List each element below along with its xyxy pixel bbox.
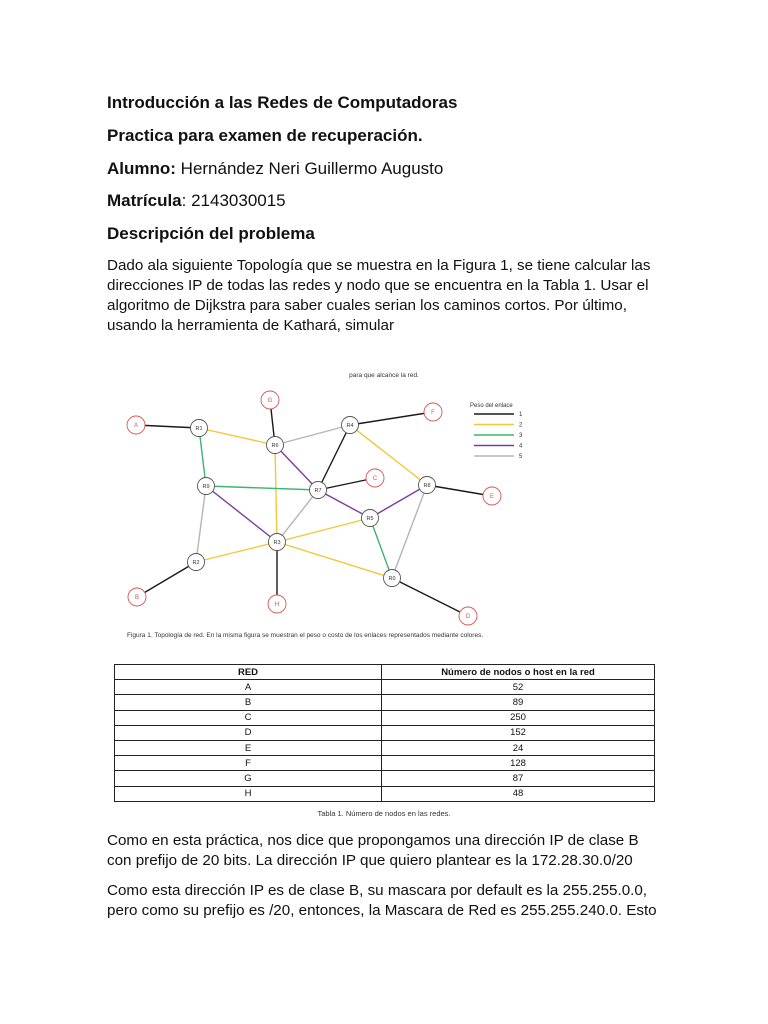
svg-text:C: C [372, 476, 378, 482]
link-r6-r3 [275, 445, 277, 542]
svg-text:R0: R0 [388, 576, 396, 582]
enrollment-label: Matrícula [107, 191, 182, 210]
router-node-r3 [269, 534, 286, 551]
svg-text:G: G [267, 398, 273, 404]
svg-text:4: 4 [519, 443, 523, 450]
svg-text:R8: R8 [423, 483, 431, 489]
svg-text:B: B [134, 595, 140, 601]
cell-red: D [115, 725, 382, 740]
cell-red: F [115, 756, 382, 771]
link-r8-r0 [392, 485, 427, 578]
header-red: RED [115, 665, 382, 680]
svg-text:R9: R9 [202, 484, 210, 490]
table-row [115, 710, 655, 725]
network-topology-figure [118, 382, 538, 632]
cell-red: C [115, 710, 382, 725]
network-node-f [424, 403, 442, 421]
student-line [107, 159, 443, 179]
svg-text:E: E [489, 494, 495, 500]
document-title: Introducción a las Redes de Computadoras [107, 93, 458, 112]
network-node-b [128, 588, 146, 606]
cell-red: A [115, 680, 382, 695]
table-caption: Tabla 1. Número de nodos en las redes. [317, 809, 451, 818]
cell-red: E [115, 740, 382, 755]
router-node-r8 [419, 477, 436, 494]
link-r9-r2 [196, 486, 206, 562]
router-node-r4 [342, 417, 359, 434]
table-row [115, 680, 655, 695]
cell-red: G [115, 771, 382, 786]
problem-description: Dado ala siguiente Topología que se muestra en la Figura 1, se tiene calcular las direcciones IP de todas las redes y nodo que se encuentra en la Tabla 1. Usar el algoritmo de Dijkstra para saber cuales serian los caminos cortos. Por último, usando la herramienta de Kathará, simular [107, 257, 651, 334]
router-node-r1 [191, 420, 208, 437]
figure-caption: Figura 1. Topología de red. En la misma figura se muestran el peso o costo de los enlaces representados mediante colores. [127, 632, 484, 639]
table-row [115, 756, 655, 771]
legend-item-5 [474, 454, 523, 460]
link-r3-r5 [277, 518, 370, 542]
link-r4-r7 [318, 425, 350, 490]
cell-hosts: 52 [382, 680, 655, 695]
link-r9-r7 [206, 486, 318, 490]
header-hosts: Número de nodos o host en la red [382, 665, 655, 680]
figure-top-note: para que alcance la red. [349, 372, 419, 379]
cell-hosts: 128 [382, 756, 655, 771]
router-node-r0 [384, 570, 401, 587]
cell-hosts: 152 [382, 725, 655, 740]
network-node-e [483, 487, 501, 505]
link-r2-b [137, 562, 196, 597]
network-node-g [261, 391, 279, 409]
svg-text:R1: R1 [195, 426, 203, 432]
link-r4-f [350, 412, 433, 425]
table-row [115, 786, 655, 801]
paragraph-ip-proposal: Como en esta práctica, nos dice que propongamos una dirección IP de clase B con prefijo de 20 bits. La dirección IP que quiero plantear es la 172.28.30.0/20 [107, 832, 639, 869]
link-r6-r4 [275, 425, 350, 445]
link-r6-r7 [275, 445, 318, 490]
table-header-row [115, 665, 655, 680]
network-node-a [127, 416, 145, 434]
link-r2-r3 [196, 542, 277, 562]
enrollment-line [107, 191, 286, 211]
cell-hosts: 24 [382, 740, 655, 755]
table-row [115, 695, 655, 710]
link-r3-r0 [277, 542, 392, 578]
cell-red: B [115, 695, 382, 710]
svg-text:A: A [133, 423, 139, 429]
svg-text:2: 2 [519, 422, 523, 429]
svg-text:F: F [431, 410, 435, 416]
svg-text:R7: R7 [314, 488, 322, 494]
legend-item-1 [474, 412, 523, 418]
svg-text:3: 3 [519, 433, 523, 439]
networks-table [114, 664, 655, 802]
link-r5-r8 [370, 485, 427, 518]
link-r7-r3 [277, 490, 318, 542]
svg-text:R5: R5 [366, 516, 374, 522]
cell-hosts: 250 [382, 710, 655, 725]
svg-text:D: D [465, 614, 471, 620]
cell-hosts: 89 [382, 695, 655, 710]
svg-text:R6: R6 [271, 443, 279, 449]
student-label: Alumno: [107, 159, 176, 178]
network-node-c [366, 469, 384, 487]
nodes-layer [127, 391, 501, 625]
links-layer [133, 400, 495, 616]
router-node-r9 [198, 478, 215, 495]
legend-item-3 [474, 433, 523, 439]
svg-text:5: 5 [519, 454, 523, 460]
network-node-d [459, 607, 477, 625]
link-r0-d [392, 578, 468, 616]
svg-text:H: H [274, 602, 280, 608]
legend-title: Peso del enlace [470, 403, 513, 409]
table-row [115, 725, 655, 740]
router-node-r6 [267, 437, 284, 454]
table-row [115, 771, 655, 786]
legend-item-4 [474, 444, 523, 450]
router-node-r7 [310, 482, 327, 499]
link-r8-e [427, 485, 492, 496]
svg-text:R3: R3 [273, 540, 281, 546]
svg-text:R4: R4 [346, 423, 354, 429]
router-node-r2 [188, 554, 205, 571]
svg-text:1: 1 [519, 412, 523, 418]
legend-item-2 [474, 423, 523, 429]
svg-text:R2: R2 [192, 560, 200, 566]
student-name: Hernández Neri Guillermo Augusto [175, 159, 444, 178]
enrollment-value: : 2143030015 [181, 191, 286, 210]
router-node-r5 [362, 510, 379, 527]
link-r1-r6 [199, 428, 275, 445]
paragraph-mask: Como esta dirección IP es de clase B, su mascara por default es la 255.255.0.0, pero como su prefijo es /20, entonces, la Mascara de Red es 255.255.240.0. Esto [107, 882, 657, 919]
cell-hosts: 87 [382, 771, 655, 786]
network-node-h [268, 595, 286, 613]
cell-red: H [115, 786, 382, 801]
table-row [115, 740, 655, 755]
link-a-r1 [133, 423, 199, 429]
link-r9-r3 [206, 486, 277, 542]
cell-hosts: 48 [382, 786, 655, 801]
link-r5-r0 [370, 518, 392, 578]
document-subtitle: Practica para examen de recuperación. [107, 126, 423, 145]
problem-heading: Descripción del problema [107, 224, 315, 243]
link-r4-r8 [350, 425, 427, 485]
weight-legend [470, 403, 523, 460]
